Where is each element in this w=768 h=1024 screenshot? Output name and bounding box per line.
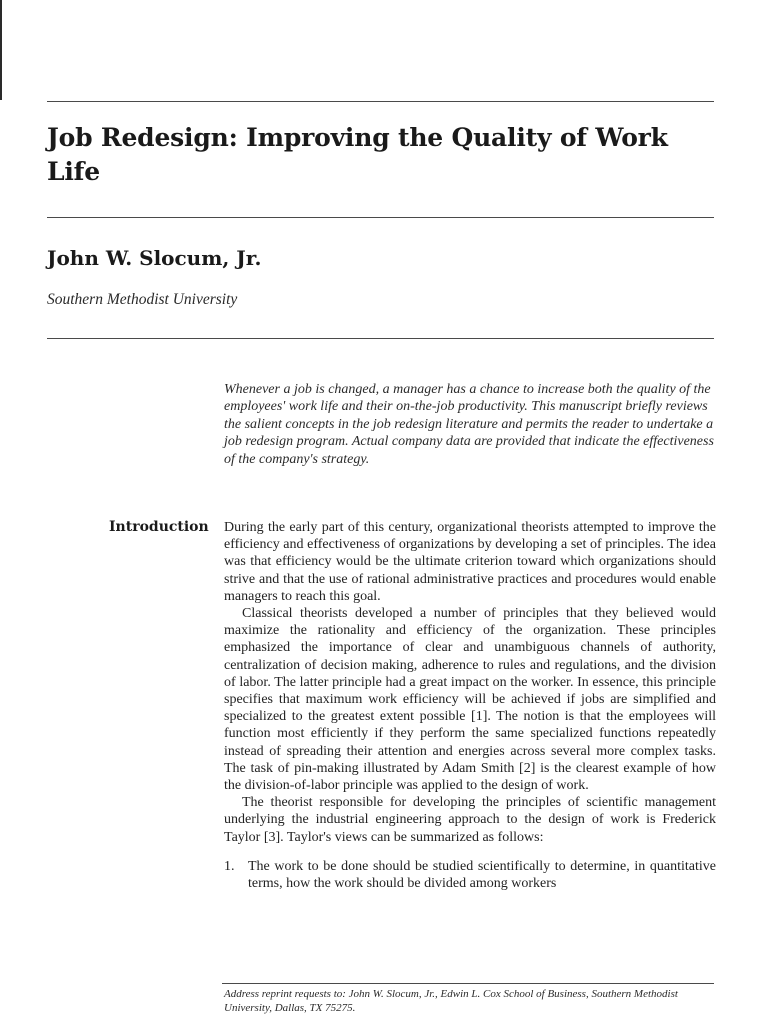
page-edge [0,0,2,100]
footnote: Address reprint requests to: John W. Slocum, Jr., Edwin L. Cox School of Business, Southern Methodist University, Dallas, TX 75275. [224,988,678,1014]
list-item [224,858,716,892]
section-heading: Introduction [109,519,209,535]
article-title: Job Redesign: Improving the Quality of Work Life [47,123,668,186]
paragraph: During the early part of this century, organizational theorists attempted to improve the efficiency and effectiveness of organizations by developing a set of principles. The idea was that efficiency would be the ultimate criterion toward which organizations should strive and that the use of rational administrative practices and procedures would enable managers to reach this goal. [224,520,716,604]
footnote-rule [222,983,714,984]
header-rule [47,338,714,339]
list-item-number: 1. [224,858,235,874]
paragraph: Classical theorists developed a number of principles that they believed would maximize the rationality and efficiency of the organization. These principles emphasized the importance of clear and unambiguous channels of authority, centralization of decision making, adherence to rules and regulations, and the division of labor. The latter principle had a great impact on the worker. In essence, this principle specifies that maximum work efficiency will be achieved if jobs are simplified and specialized to the greatest extent possible [1]. The notion is that the employees will function most efficiently if they perform the same specialized functions repeatedly instead of spreading their attention and energies across several more complex tasks. The task of pin-making illustrated by Adam Smith [2] is the clearest example of how the division-of-labor principle was applied to the design of work. [224,606,716,794]
title-rule [47,217,714,218]
abstract: Whenever a job is changed, a manager has a chance to increase both the quality of the employees' work life and their on-the-job productivity. This manuscript briefly reviews the salient concepts in the job redesign literature and permits the reader to undertake a job redesign program. Actual company data are provided that indicate the effectiveness of the company's strategy. [224,382,714,467]
list-item-text: The work to be done should be studied scientifically to determine, in quantitative terms, how the work should be divided among workers [248,858,716,892]
author-name: John W. Slocum, Jr. [47,246,262,270]
section-body [224,519,716,892]
numbered-list [224,858,716,892]
top-rule [47,101,714,102]
author-affiliation: Southern Methodist University [47,291,238,308]
paragraph: The theorist responsible for developing the principles of scientific management underlying the industrial engineering approach to the design of work is Frederick Taylor [3]. Taylor's views can be summarized as follows: [224,795,716,845]
